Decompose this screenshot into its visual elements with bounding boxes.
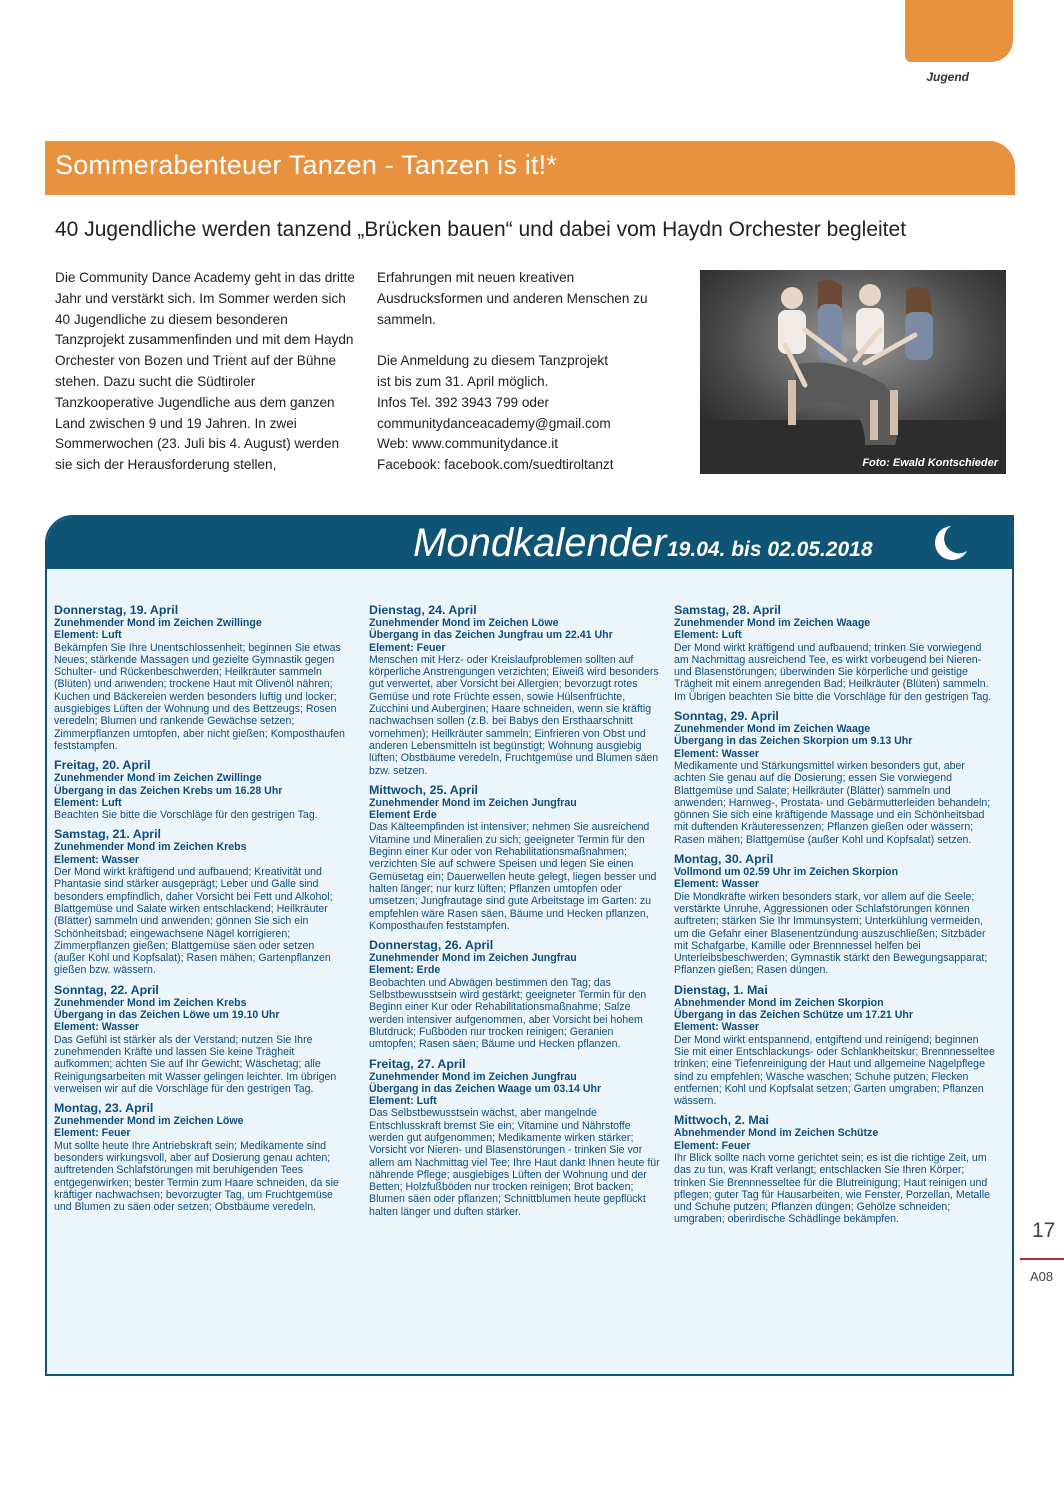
moon-day-sign: Übergang in das Zeichen Skorpion um 9.13 Uhr bbox=[674, 735, 913, 748]
moon-day-sign: Element: Erde bbox=[369, 964, 441, 977]
moon-day-sign: Element: Luft bbox=[54, 796, 122, 809]
moon-day-heading: Sonntag, 22. April bbox=[54, 982, 159, 997]
article-title: Sommerabenteuer Tanzen - Tanzen is it!* bbox=[45, 141, 1015, 195]
moon-day-advice: Die Mondkräfte wirken besonders stark, vor allem auf die Seele; verstärkte Unruhe, Aggressionen oder Schlafstörungen können auftreten; stärken Sie Ihr Immunsystem; Unterkühlung vermeiden, um die Gefahr einer Blasenentzündung auszuschließen; Sitzbäder mit Schafgarbe, Kamille oder Brennnessel helfen bei Unterleibsbeschwerden; Gymnastik stärkt den Bewegungsapparat; Pflanzen gießen; Rasen düngen. bbox=[674, 890, 988, 977]
moon-day-entry bbox=[54, 984, 346, 1095]
article-text-column-2 bbox=[377, 268, 682, 476]
moon-day-sign: Element: Luft bbox=[54, 629, 122, 642]
moon-day-entry bbox=[674, 604, 996, 703]
moon-column-1 bbox=[54, 604, 346, 1220]
moon-day-advice: Der Mond wirkt kräftigend und aufbauend; trinken Sie vorwiegend am Nachmittag ausreichend Tee, es wirkt vorbeugend bei Nieren- und Blasenstörungen; überwinden Sie körperliche und geistige Trägheit mit einem anregenden Bad; Heilkräuter (Blüten) sammeln. Im Übrigen beachten Sie bitte die Vorschläge für den gestrigen Tag. bbox=[674, 641, 992, 703]
moon-day-heading: Sonntag, 29. April bbox=[674, 709, 779, 724]
moon-day-heading: Samstag, 21. April bbox=[54, 827, 161, 842]
dance-photo bbox=[700, 270, 1006, 474]
moon-day-entry bbox=[369, 604, 661, 777]
section-tab bbox=[905, 0, 1013, 62]
moon-day-sign: Übergang in das Zeichen Waage um 03.14 Uhr bbox=[369, 1082, 602, 1095]
moon-day-sign: Zunehmender Mond im Zeichen Jungfrau bbox=[369, 796, 577, 809]
page-rule bbox=[1020, 1258, 1064, 1260]
moon-day-heading: Freitag, 20. April bbox=[54, 758, 151, 773]
section-label: Jugend bbox=[926, 70, 969, 84]
moon-day-sign: Element: Feuer bbox=[54, 1127, 131, 1140]
moon-day-entry bbox=[54, 828, 346, 976]
contact-info bbox=[377, 351, 682, 476]
moon-day-sign: Element: Wasser bbox=[54, 1021, 139, 1034]
moon-day-sign: Zunehmender Mond im Zeichen Jungfrau bbox=[369, 952, 577, 965]
moon-day-sign: Übergang in das Zeichen Löwe um 19.10 Uhr bbox=[54, 1009, 280, 1022]
moon-day-entry bbox=[54, 1102, 346, 1213]
crescent-moon-icon bbox=[927, 521, 971, 570]
moon-day-entry bbox=[674, 1114, 996, 1225]
moon-day-sign: Vollmond um 02.59 Uhr im Zeichen Skorpion bbox=[674, 866, 899, 879]
moon-day-entry bbox=[54, 604, 346, 752]
article-subtitle: 40 Jugendliche werden tanzend „Brücken bauen“ und dabei vom Haydn Orchester begleitet bbox=[55, 218, 907, 241]
moon-day-sign: Element: Luft bbox=[369, 1095, 437, 1108]
moon-day-advice: Der Mond wirkt entspannend, entgiftend und reinigend; beginnen Sie mit einer Entschlackungs- oder Schlankheitskur; Brennnesseltee trinken; eine Tiefenreinigung der Haut und allgemeine Nagelpflege sind zu empfehlen; Wäsche waschen; Schuhe putzen; Flecken entfernen; Kohl und Kopfsalat setzen; Garten umgraben; Pflanzen wässern. bbox=[674, 1033, 995, 1108]
moon-day-entry bbox=[369, 939, 661, 1050]
moon-calendar-dates: 19.04. bis 02.05.2018 bbox=[667, 538, 873, 561]
moon-day-heading: Mittwoch, 25. April bbox=[369, 782, 478, 797]
moon-day-sign: Zunehmender Mond im Zeichen Waage bbox=[674, 723, 871, 736]
moon-day-entry bbox=[369, 784, 661, 932]
moon-day-sign: Übergang in das Zeichen Jungfrau um 22.41 Uhr bbox=[369, 629, 613, 642]
moon-day-advice: Medikamente und Stärkungsmittel wirken besonders gut, aber achten Sie genau auf die Dosierung; essen Sie vorwiegend Blattgemüse und Salate; Heilkräuter (Blätter) sammeln und anwenden; Harnweg-, Prostata- und Gebärmutterleiden behandeln; gönnen Sie sich eine kräftigende Massage und ein Schönheitsbad mit duftenden Kräuteressenzen; Pflanzen gießen oder wässern; Rasen mähen; Blattgemüse (außer Kohl und Kopfsalat) setzen. bbox=[674, 759, 991, 846]
moon-day-advice: Das Kälteempfinden ist intensiver; nehmen Sie ausreichend Vitamine und Mineralien zu sich; geeigneter Termin für den Beginn einer Kur oder von Rehabilitationsmaßnahmen; verzichten Sie auf schwere Speisen und legen Sie einen Gemüsetag ein; Dauerwellen heute gelegt, liegen besser und halten länger; nur kurz lüften; Pflanzen umtopfen oder umsetzen; Jungfrautage sind gute Arbeitstage im Garten: zu empfehlen wäre Rasen säen, Bäume und Hecken pflanzen, Komposthaufen feststampfen. bbox=[369, 821, 657, 932]
moon-day-sign: Zunehmender Mond im Zeichen Löwe bbox=[54, 1115, 244, 1128]
moon-day-entry bbox=[674, 710, 996, 846]
moon-day-heading: Donnerstag, 19. April bbox=[54, 603, 179, 617]
moon-day-heading: Mittwoch, 2. Mai bbox=[674, 1113, 769, 1128]
moon-day-sign: Element: Luft bbox=[674, 629, 742, 642]
article-text-column-1: Die Community Dance Academy geht in das dritte Jahr und verstärkt sich. Im Sommer werden sich 40 Jugendliche zu diesem besonderen Tanzprojekt zusammenfinden und mit dem Haydn Orchester von Bozen und Trient auf der Bühne stehen. Dazu sucht die Südtiroler Tanzkooperative Jugendliche aus dem ganzen Land zwischen 9 und 19 Jahren. In zwei Sommerwochen (23. Juli bis 4. August) werden sie sich der Herausforderung stellen, bbox=[55, 270, 355, 473]
moon-day-sign: Zunehmender Mond im Zeichen Löwe bbox=[369, 617, 559, 629]
moon-day-heading: Samstag, 28. April bbox=[674, 603, 781, 617]
moon-day-sign: Element: Feuer bbox=[369, 641, 446, 654]
moon-day-sign: Element: Feuer bbox=[674, 1139, 751, 1152]
moon-day-heading: Montag, 23. April bbox=[54, 1101, 154, 1116]
article-paragraph: Erfahrungen mit neuen kreativen Ausdrucksformen und anderen Menschen zu sammeln. bbox=[377, 270, 648, 327]
facebook-link: Facebook: facebook.com/suedtiroltanzt bbox=[377, 457, 614, 473]
moon-day-sign: Zunehmender Mond im Zeichen Zwillinge bbox=[54, 772, 262, 785]
moon-day-sign: Abnehmender Mond im Zeichen Skorpion bbox=[674, 996, 884, 1009]
moon-day-entry bbox=[369, 1058, 661, 1219]
moon-day-sign: Übergang in das Zeichen Schütze um 17.21 Uhr bbox=[674, 1009, 914, 1022]
moon-column-2 bbox=[369, 604, 661, 1225]
moon-day-entry bbox=[674, 853, 996, 977]
moon-day-sign: Zunehmender Mond im Zeichen Krebs bbox=[54, 841, 247, 854]
moon-day-heading: Freitag, 27. April bbox=[369, 1056, 466, 1071]
registration-line: Die Anmeldung zu diesem Tanzprojekt bbox=[377, 353, 608, 369]
moon-calendar-header bbox=[47, 517, 1014, 569]
moon-day-advice: Bekämpfen Sie Ihre Unentschlossenheit; beginnen Sie etwas Neues; stärkende Massagen und gezielte Gymnastik gegen Schulter- und Rückenbeschwerden; Heilkräuter sammeln (Blüten) und anwenden; trockene Haut mit Olivenöl nähren; Kuchen und Bäckereien werden besonders luftig und locker; ausgiebiges Lüften der Wohnung und des Bettzeugs; Rosen veredeln; Blumen und rankende Gewächse setzen; Zimmerpflanzen umtopfen, aber nicht gießen; Komposthaufen feststampfen. bbox=[54, 641, 345, 752]
moon-day-sign: Element: Wasser bbox=[674, 878, 759, 891]
moon-day-sign: Element: Wasser bbox=[674, 747, 759, 760]
moon-day-advice: Beachten Sie bitte die Vorschläge für den gestrigen Tag. bbox=[54, 809, 318, 822]
moon-day-advice: Das Selbstbewusstsein wächst, aber mangelnde Entschlusskraft bremst Sie ein; Vitamine und Nährstoffe werden gut aufgenommen; Medikamente wirken stärker; Vorsicht vor Nieren- und Blasenstörungen - trinken Sie vor allem am Nachmittag viel Tee; Ihre Haut dankt Ihnen heute für nährende Pflege; ausgiebiges Lüften der Wohnung und der Betten; Holzfußböden nur trocken reinigen; Brot backen; Blumen säen oder pflanzen; Schnittblumen heute gepflückt halten länger und duften stärker. bbox=[369, 1107, 660, 1218]
moon-day-heading: Dienstag, 24. April bbox=[369, 603, 477, 617]
moon-day-advice: Der Mond wirkt kräftigend und aufbauend; Kreativität und Phantasie sind stärker ausgeprägt; Leber und Galle sind besonders empfindlich, daher Vorsicht bei Fett und Alkohol; Blattgemüse und Salate wirken entschlackend; Heilkräuter (Blätter) sammeln und anwenden; gönnen Sie sich ein Schönheitsbad; eingewachsene Nägel korrigieren; Zimmerpflanzen gießen; Blattgemüse säen oder setzen (außer Kohl und Kopfsalat); Rasen mähen; Gartenpflanzen gießen bzw. wässern. bbox=[54, 866, 333, 977]
moon-day-sign: Element Erde bbox=[369, 809, 437, 822]
moon-day-entry bbox=[674, 984, 996, 1108]
moon-day-advice: Das Gefühl ist stärker als der Verstand; nutzen Sie Ihre zunehmenden Kräfte und lassen Sie keine Trägheit aufkommen; achten Sie auf Ihr Gewicht; Wäschetag; alle Reinigungsarbeiten mit Wasser gelingen leichter. Im übrigen verweisen wir auf die Vorschläge für den gestrigen Tag. bbox=[54, 1033, 337, 1095]
moon-day-entry bbox=[54, 759, 346, 821]
moon-day-sign: Zunehmender Mond im Zeichen Zwillinge bbox=[54, 617, 262, 629]
moon-day-sign: Zunehmender Mond im Zeichen Waage bbox=[674, 617, 871, 629]
website-link: Web: www.communitydance.it bbox=[377, 436, 559, 452]
email-address: communitydanceacademy@gmail.com bbox=[377, 415, 611, 431]
moon-day-advice: Beobachten und Abwägen bestimmen den Tag; das Selbstbewusstsein wird gestärkt; geeigneter Termin für den Beginn einer Kur oder Rehabilitationsmaßnahme; Salze werden intensiver aufgenommen, aber Vorsicht bei hohem Blutdruck; Fußböden nur trocken reinigen; Geranien umtopfen; Rasen säen; Bäume und Hecken pflanzen. bbox=[369, 976, 647, 1051]
moon-day-sign: Übergang in das Zeichen Krebs um 16.28 Uhr bbox=[54, 784, 283, 797]
page-number: 17 bbox=[1032, 1219, 1056, 1242]
moon-day-heading: Montag, 30. April bbox=[674, 852, 774, 867]
moon-day-sign: Abnehmender Mond im Zeichen Schütze bbox=[674, 1127, 879, 1140]
moon-day-advice: Ihr Blick sollte nach vorne gerichtet sein; es ist die richtige Zeit, um das zu tun, was Kraft verlangt; entschlacken Sie Ihren Körper; trinken Sie Brennnesseltee für die Blutreinigung; Haut reinigen und pflegen; guter Tag für Hausarbeiten, wie Fenster, Porzellan, Metalle und Schuhe putzen; Pflanzen düngen; Gehölze schneiden; umgraben; oberirdische Schädlinge bekämpfen. bbox=[674, 1151, 991, 1226]
moon-day-sign: Element: Wasser bbox=[54, 853, 139, 866]
photo-credit: Foto: Ewald Kontschieder bbox=[862, 457, 998, 469]
moon-day-heading: Dienstag, 1. Mai bbox=[674, 982, 768, 997]
moon-day-sign: Zunehmender Mond im Zeichen Jungfrau bbox=[369, 1070, 577, 1083]
moon-day-sign: Element: Wasser bbox=[674, 1021, 759, 1034]
moon-column-3 bbox=[674, 604, 996, 1233]
page-code: A08 bbox=[1030, 1269, 1054, 1284]
moon-day-advice: Menschen mit Herz- oder Kreislaufproblemen sollten auf körperliche Anstrengungen verzichten; Eiweiß wird besonders gut verwertet, aber Vorsicht bei Allergien; bevorzugt rotes Gemüse und rote Früchte essen, sowie Hülsenfrüchte, Zucchini und Auberginen; Haare schneiden, wenn sie kräftig nachwachsen sollen (z.B. bei Babys den Ersthaarschnitt vornehmen); Heilkräuter sammeln; Einfrieren von Obst und anderen Lebensmitteln ist begünstigt; Wohnung ausgiebig lüften; Obstbäume veredeln, Fruchtgemüse und Blumen säen bzw. setzen. bbox=[369, 653, 659, 777]
moon-calendar-title: Mondkalender bbox=[413, 521, 667, 565]
registration-deadline: ist bis zum 31. April möglich. bbox=[377, 373, 549, 389]
moon-day-advice: Mut sollte heute Ihre Antriebskraft sein; Medikamente sind besonders wirkungsvoll, aber auf Dosierung genau achten; auftretenden Schlafstörungen mit beruhigenden Tees entgegenwirken; bester Termin zum Haare schneiden, da sie kräftiger nachwachsen; bevorzugter Tag, um Fruchtgemüse und Blumen zu säen oder setzen; Obstbäume veredeln. bbox=[54, 1139, 339, 1214]
phone-info: Infos Tel. 392 3943 799 oder bbox=[377, 394, 550, 410]
moon-day-heading: Donnerstag, 26. April bbox=[369, 938, 494, 953]
moon-day-sign: Zunehmender Mond im Zeichen Krebs bbox=[54, 996, 247, 1009]
